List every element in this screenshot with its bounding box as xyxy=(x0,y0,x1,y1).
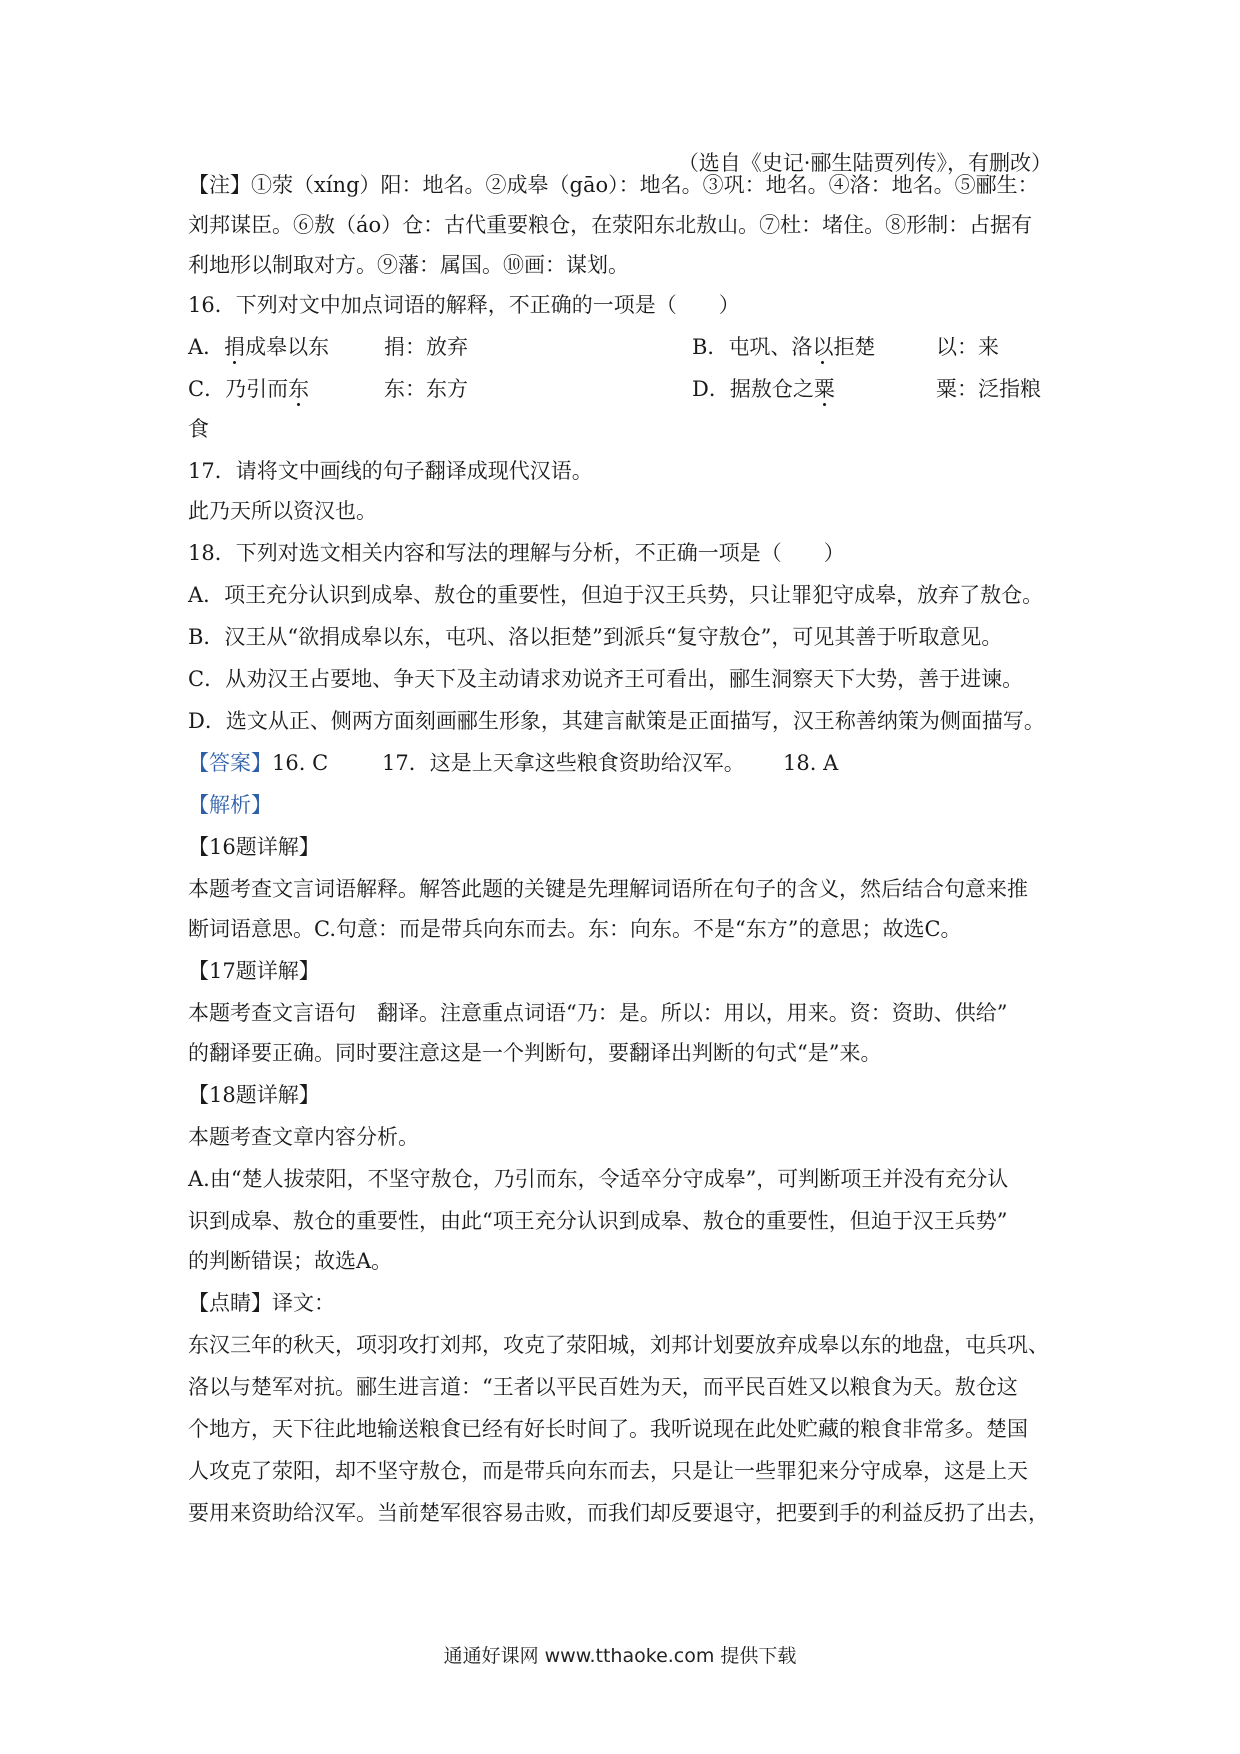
translation-line-1: 东汉三年的秋天，项羽攻打刘邦，攻克了荥阳城，刘邦计划要放弃成皋以东的地盘，屯兵巩、 xyxy=(188,1333,1049,1357)
analysis-17-line-1: 本题考查文言语句 翻译。注意重点词语“乃：是。所以：用以，用来。资：资助、供给” xyxy=(188,1001,1008,1025)
q16-option-d: D．据敖仓之粟 xyxy=(692,377,835,401)
dotted-word: 捐 xyxy=(224,335,246,359)
answer-16: 16. C xyxy=(272,751,329,775)
note-line-1: 【注】①荥（xíng）阳：地名。②成皋（gāo）：地名。③巩：地名。④洛：地名。⑤郦生： xyxy=(188,173,1039,197)
note-line-2: 刘邦谋臣。⑥敖（áo）仓：古代重要粮仓，在荥阳东北敖山。⑦杜：堵住。⑧形制：占据有 xyxy=(188,213,1033,237)
question-17-stem: 17．请将文中画线的句子翻译成现代汉语。 xyxy=(188,459,593,483)
q18-option-a: A．项王充分认识到成皋、敖仓的重要性，但迫于汉王兵势，只让罪犯守成皋，放弃了敖仓。 xyxy=(188,583,1044,607)
answer-17: 17．这是上天拿这些粮食资助给汉军。 xyxy=(382,751,745,775)
q16-option-a-gloss: 捐：放弃 xyxy=(384,335,468,359)
dotted-word: 粟 xyxy=(813,377,835,401)
q16-option-a: A．捐成皋以东 xyxy=(188,335,330,359)
q18-option-c: C．从劝汉王占要地、争天下及主动请求劝说齐王可看出，郦生洞察天下大势，善于进谏。 xyxy=(188,667,1024,691)
option-label: A． xyxy=(188,335,225,359)
answer-18: 18. A xyxy=(783,751,839,775)
q16-option-c-gloss: 东：东方 xyxy=(384,377,468,401)
dotted-word: 以 xyxy=(812,335,834,359)
translation-line-5: 要用来资助给汉军。当前楚军很容易击败，而我们却反要退守，把要到手的利益反扔了出去， xyxy=(188,1501,1049,1525)
translation-line-4: 人攻克了荥阳，却不坚守敖仓，而是带兵向东而去，只是让一些罪犯来分守成皋，这是上天 xyxy=(188,1459,1028,1483)
q18-option-b: B．汉王从“欲捐成皋以东，屯巩、洛以拒楚”到派兵“复守敖仓”，可见其善于听取意见。 xyxy=(188,625,1003,649)
page-footer: 通通好课网 www.tthaoke.com 提供下载 xyxy=(443,1645,797,1667)
translation-line-2: 洛以与楚军对抗。郦生进言道：“王者以平民百姓为天，而平民百姓又以粮食为天。敖仓这 xyxy=(188,1375,1018,1399)
analysis-18-line-3: 的判断错误；故选A。 xyxy=(188,1249,393,1273)
question-17-sentence: 此乃天所以资汉也。 xyxy=(188,499,377,523)
option-label: D． xyxy=(692,377,730,401)
note-line-3: 利地形以制取对方。⑨藩：属国。⑩画：谋划。 xyxy=(188,253,629,277)
analysis-16-heading: 【16题详解】 xyxy=(188,835,320,859)
q16-option-c: C．乃引而东 xyxy=(188,377,310,401)
analysis-18-line-1: A.由“楚人拔荥阳，不坚守敖仓，乃引而东，令适卒分守成皋”，可判断项王并没有充分认 xyxy=(188,1167,1009,1191)
analysis-18-heading: 【18题详解】 xyxy=(188,1083,320,1107)
option-label: C． xyxy=(188,377,226,401)
q16-option-b: B．屯巩、洛以拒楚 xyxy=(692,335,876,359)
answer-label: 【答案】 xyxy=(188,751,272,775)
q16-option-d-wrap: 食 xyxy=(188,417,209,441)
q18-option-d: D．选文从正、侧两方面刻画郦生形象，其建言献策是正面描写，汉王称善纳策为侧面描写。 xyxy=(188,709,1045,733)
analysis-18-line-2: 识到成皋、敖仓的重要性，由此“项王充分认识到成皋、敖仓的重要性，但迫于汉王兵势” xyxy=(188,1209,1008,1233)
source-citation: （选自《史记·郦生陆贾列传》，有删改） xyxy=(677,151,1052,175)
dotted-word: 东 xyxy=(288,377,310,401)
dianjing-label: 【点睛】译文： xyxy=(188,1291,335,1315)
translation-line-3: 个地方，天下往此地输送粮食已经有好长时间了。我听说现在此处贮藏的粮食非常多。楚国 xyxy=(188,1417,1028,1441)
question-18-stem: 18．下列对选文相关内容和写法的理解与分析，不正确一项是（ ） xyxy=(188,541,845,565)
analysis-17-heading: 【17题详解】 xyxy=(188,959,320,983)
analysis-16-line-2: 断词语意思。C.句意：而是带兵向东而去。东：向东。不是“东方”的意思；故选C。 xyxy=(188,917,962,941)
question-16-stem: 16．下列对文中加点词语的解释，不正确的一项是（ ） xyxy=(188,293,740,317)
q16-option-d-gloss: 粟：泛指粮 xyxy=(936,377,1041,401)
analysis-16-line-1: 本题考查文言词语解释。解答此题的关键是先理解词语所在句子的含义，然后结合句意来推 xyxy=(188,877,1028,901)
analysis-label: 【解析】 xyxy=(188,793,272,817)
option-label: B． xyxy=(692,335,729,359)
q16-option-b-gloss: 以：来 xyxy=(936,335,999,359)
analysis-17-line-2: 的翻译要正确。同时要注意这是一个判断句，要翻译出判断的句式“是”来。 xyxy=(188,1041,882,1065)
answer-line xyxy=(188,748,328,778)
analysis-18-title: 本题考查文章内容分析。 xyxy=(188,1125,419,1149)
